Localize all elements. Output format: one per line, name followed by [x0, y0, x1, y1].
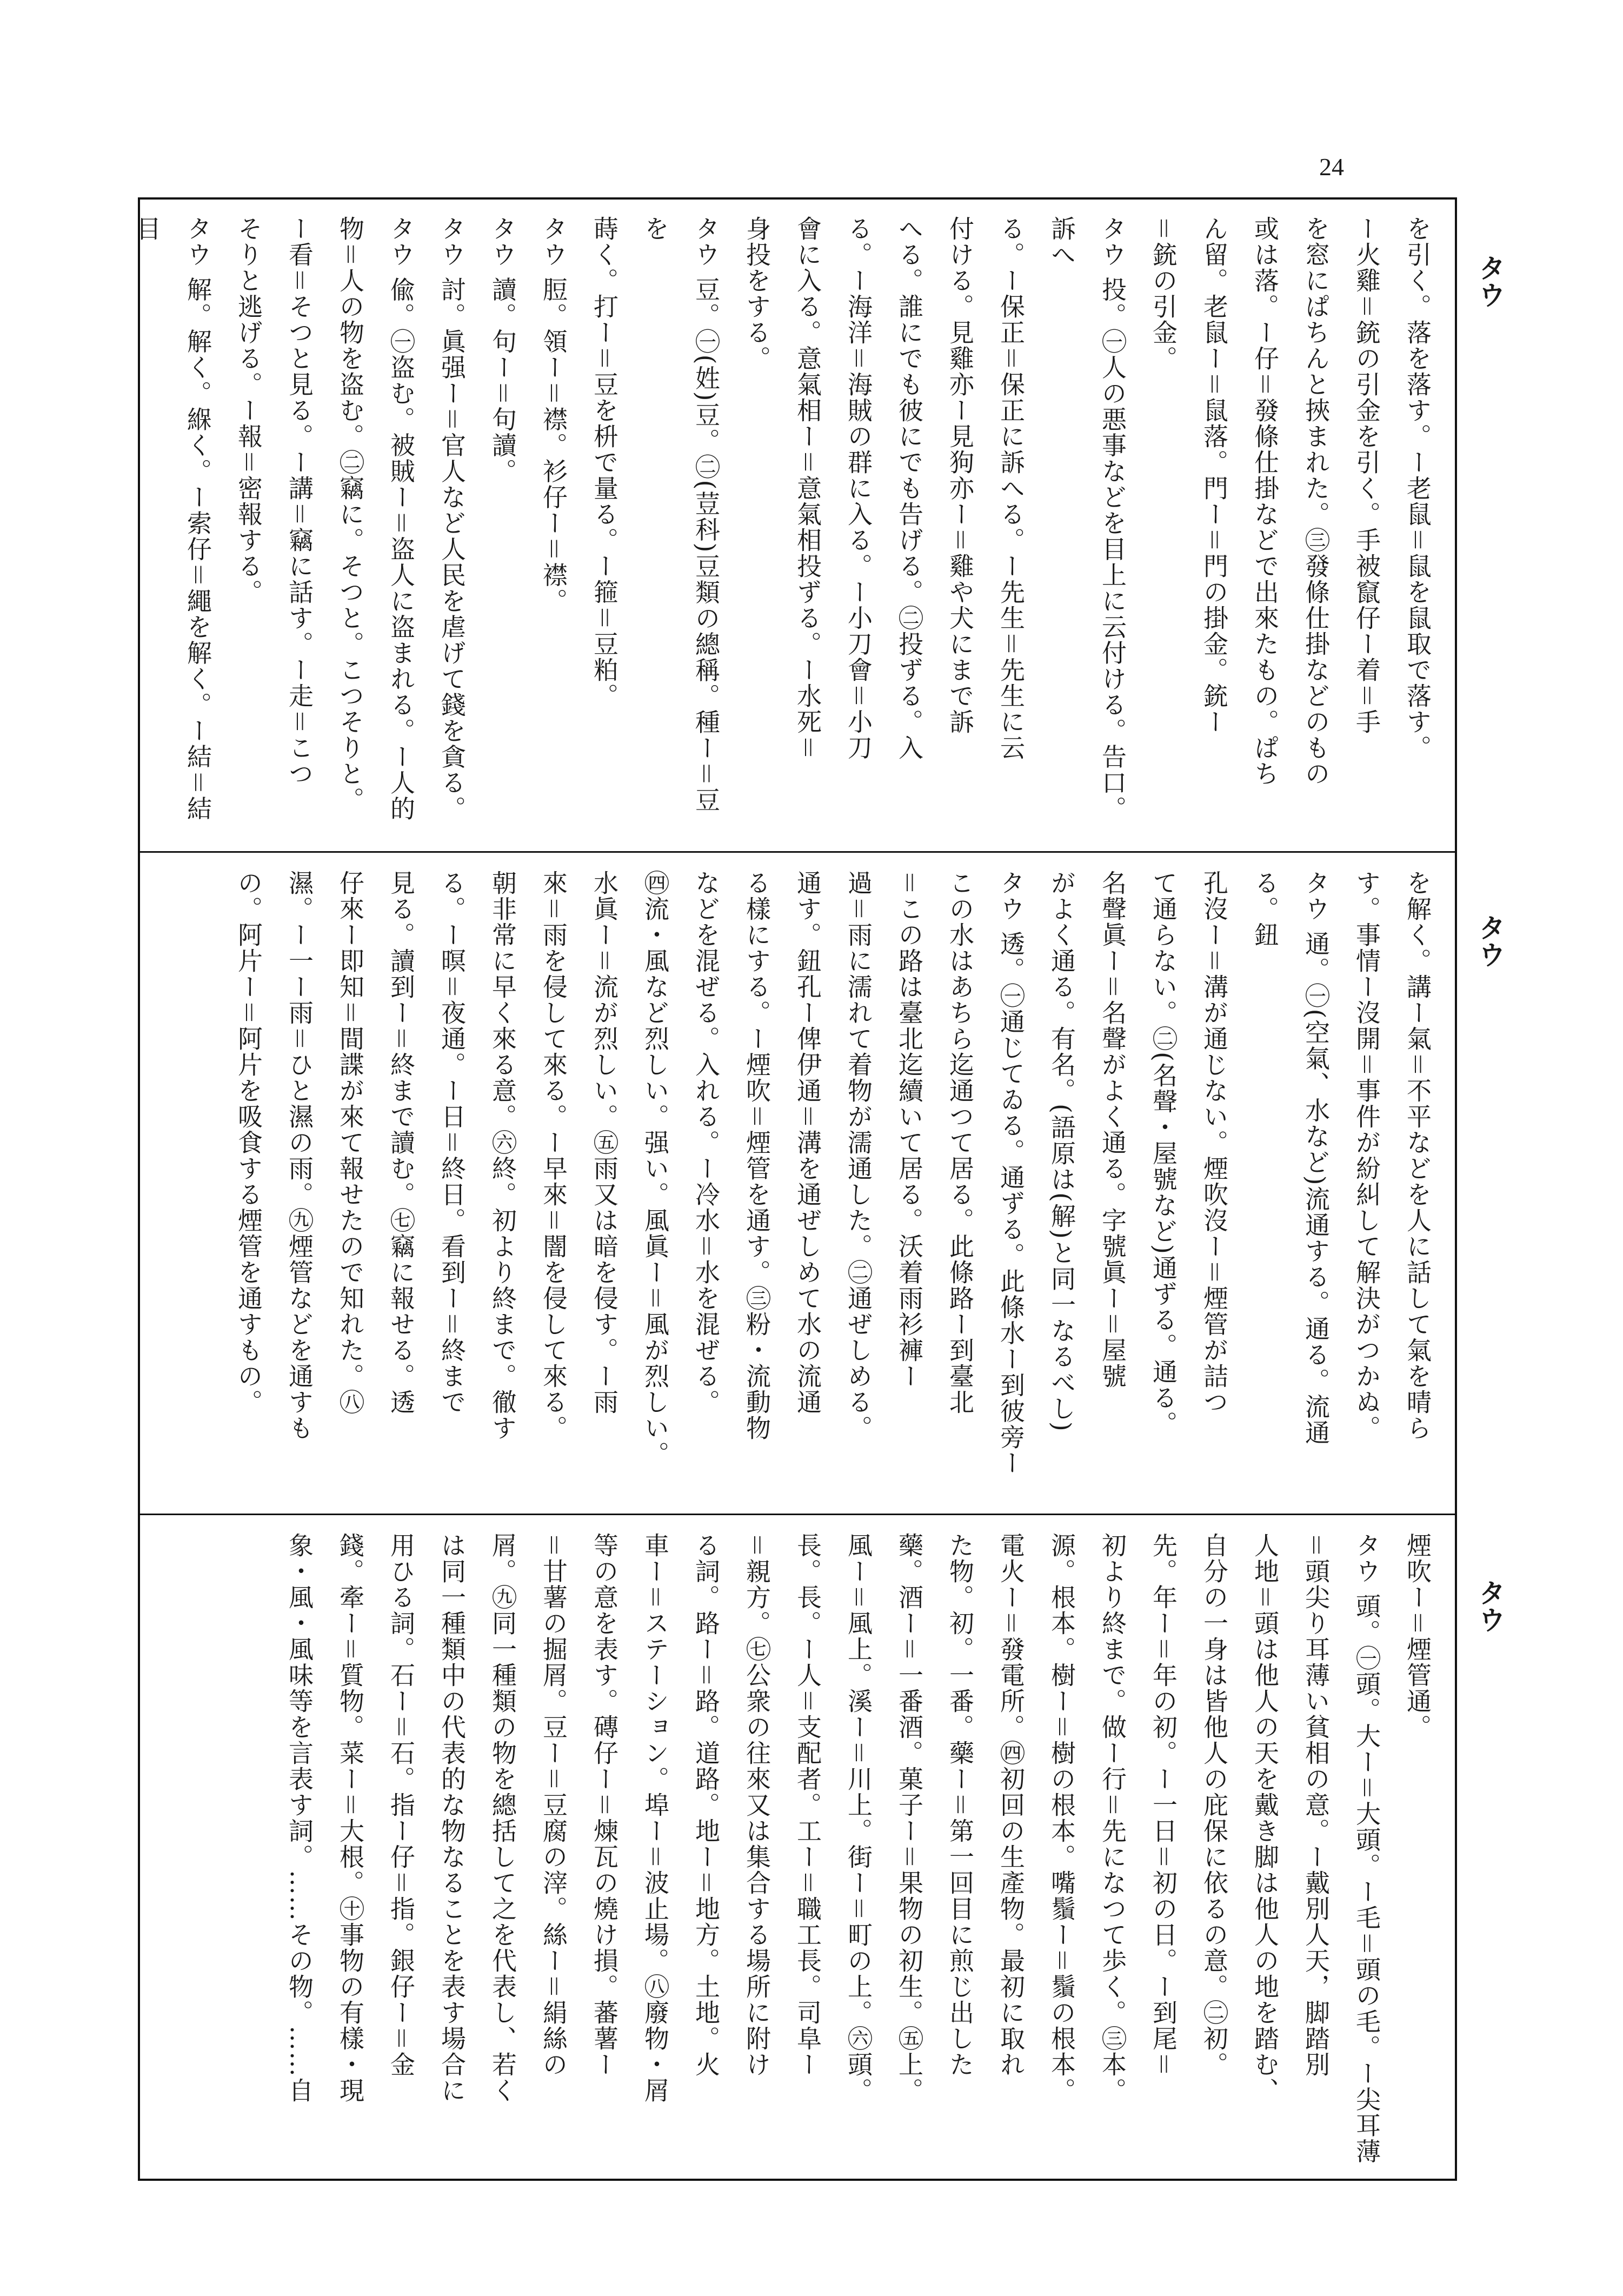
dictionary-line: 藥。酒ー＝一番酒。菓子ー＝果物の初生。㊄上。 — [895, 1532, 924, 2103]
column-group — [151, 870, 1443, 1497]
dictionary-line: 來＝雨を侵して來る。ー早來＝闇を侵して來る。 — [539, 870, 568, 1441]
page-frame — [132, 197, 1457, 2181]
dictionary-line: た物。初。一番。藥ー＝第一回目に煎じ出した — [946, 1532, 975, 2078]
dictionary-line: る詞。路ー＝路。道路。地ー＝地方。土地。火 — [691, 1532, 721, 2078]
dictionary-line: 或は落。ー仔＝發條仕掛などで出來たもの。ぱち — [1250, 216, 1280, 787]
dictionary-line: 過＝雨に濡れて着物が濡通した。㊁通ぜしめる。 — [844, 870, 873, 1441]
page-number: 24 — [1319, 153, 1344, 181]
dictionary-line: 用ひる詞。石ー＝石。指ー仔＝指。銀仔ー＝金 — [387, 1532, 416, 2078]
dictionary-line: この水はあちら迄通つて居る。此條路ー到臺北 — [946, 870, 975, 1415]
running-head-bottom: タウ — [1474, 1579, 1506, 1633]
dictionary-line: を窓にぱちんと挾まれた。㊂發條仕掛などのもの — [1301, 216, 1331, 787]
dictionary-line: タウ 脰。領ー＝襟。衫仔ー＝襟。 — [539, 216, 568, 614]
dictionary-line: タウ 透。㊀通じてゐる。通ずる。此條水ー到彼旁ー — [996, 870, 1026, 1476]
dictionary-line: 源。根本。樹ー＝樹の根本。嘴鬚ー＝鬚の根本。 — [1047, 1532, 1076, 2103]
dictionary-line: 會に入る。意氣相ー＝意氣相投ずる。ー水死＝ — [793, 216, 822, 761]
dictionary-line: 仔來ー即知＝間諜が來て報せたので知れた。㊇ — [336, 870, 365, 1415]
dictionary-line: 通す。鈕孔ー俾伊通＝溝を通ぜしめて水の流通 — [793, 870, 822, 1415]
dictionary-line: 風ー＝風上。溪ー＝川上。街ー＝町の上。㊅頭。 — [844, 1532, 873, 2103]
dictionary-line: は同一種類中の代表的な物なることを表す場合に — [437, 1532, 467, 2103]
dictionary-line: ＝銃の引金。 — [1149, 216, 1178, 371]
dictionary-line: 先。年ー＝年の初。ー一日＝初の日。ー到尾＝ — [1149, 1532, 1178, 2078]
dictionary-line: ー看＝そつと見る。ー講＝竊に話す。ー走＝こつ — [285, 216, 314, 787]
dictionary-section-bottom — [151, 1532, 1443, 2165]
dictionary-line: 電火ー＝發電所。㊃初回の生產物。最初に取れ — [996, 1532, 1026, 2078]
dictionary-line: を解く。講ー氣＝不平などを人に話して氣を晴ら — [1403, 870, 1432, 1441]
dictionary-section-middle — [151, 870, 1443, 1497]
dictionary-line: 付ける。見雞亦ー見狗亦ー＝雞や犬にまで訴 — [946, 216, 975, 735]
dictionary-line: す。事情ー沒開＝事件が紛糾して解決がつかぬ。 — [1352, 870, 1381, 1441]
dictionary-line: タウ 通。㊀(空氣、水など)流通する。通る。流通る。鈕 — [1250, 870, 1331, 1446]
dictionary-line: ＝親方。㊆公衆の往來又は集合する場所に附け — [742, 1532, 771, 2078]
dictionary-line: 自分の一身は皆他人の庇保に依るの意。㊁初。 — [1200, 1532, 1229, 2078]
dictionary-section-top — [132, 216, 1443, 838]
dictionary-line: 朝非常に早く來る意。㊅終。初より終まで。徹す — [488, 870, 517, 1441]
dictionary-line: 初より終まで。做ー行＝先になつて歩く。㊂本。 — [1098, 1532, 1127, 2103]
dictionary-line: ＝甘薯の掘屑。豆ー＝豆腐の滓。絲ー＝絹絲の — [539, 1532, 568, 2078]
dictionary-line: 水眞ー＝流が烈しい。㊄雨又は暗を侵す。ー雨 — [590, 870, 619, 1415]
column-group — [151, 1532, 1443, 2165]
dictionary-line: そりと逃げる。ー報＝密報する。 — [234, 216, 263, 605]
dictionary-line: タウ 投。㊀人の悪事などを目上に云付ける。告口。訴へ — [1047, 216, 1127, 822]
dictionary-line: 孔沒ー＝溝が通じない。煙吹沒ー＝煙管が詰つ — [1200, 870, 1229, 1415]
dictionary-line: 物＝人の物を盗む。㊁竊に。そつと。こつそりと。 — [336, 216, 365, 813]
dictionary-line: ＝頭尖り耳薄い貧相の意。ー戴別人天，脚踏別 — [1301, 1532, 1331, 2078]
dictionary-line: ㊃流・風など烈しい。强い。風眞ー＝風が烈しい。 — [641, 870, 670, 1467]
dictionary-line: 象・風・風味等を言表す詞。……その物。……自 — [285, 1532, 314, 2103]
dictionary-line: 人地＝頭は他人の天を戴き脚は他人の地を踏む、 — [1250, 1532, 1280, 2103]
dictionary-line: タウ 讀。句ー＝句讀。 — [488, 216, 517, 485]
dictionary-line: タウ 豆。㊀(姓)豆。㊁(荳科)豆類の總稱。種ー＝豆を — [641, 216, 721, 813]
dictionary-line: タウ 頭。㊀頭。大ー＝大頭。ー毛＝頭の毛。ー尖耳薄 — [1352, 1532, 1381, 2165]
running-head-top: タウ — [1474, 254, 1506, 308]
dictionary-line: 等の意を表す。磚仔ー＝煉瓦の燒け損。蕃薯ー — [590, 1532, 619, 2078]
dictionary-line: 錢。牽ー＝質物。菜ー＝大根。㊉事物の有樣・現 — [336, 1532, 365, 2103]
column-group — [132, 216, 1443, 838]
dictionary-line: などを混ぜる。入れる。ー冷水＝水を混ぜる。 — [691, 870, 721, 1415]
dictionary-line: る樣にする。ー煙吹＝煙管を通す。㊂粉・流動物 — [742, 870, 771, 1441]
dictionary-line: 見る。讀到ー＝終まで讀む。㊆竊に報せる。透 — [387, 870, 416, 1415]
dictionary-line: タウ 偸。㊀盗む。被賊ー＝盗人に盗まれる。ー人的 — [387, 216, 416, 822]
dictionary-line: 車ー＝ステーション。埠ー＝波止場。㊇廢物・屑 — [641, 1532, 670, 2103]
dictionary-line: タウ 討。眞强ー＝官人など人民を虐げて錢を貪る。 — [437, 216, 467, 822]
dictionary-line: る。ー海洋＝海賊の群に入る。ー小刀會＝小刀 — [844, 216, 873, 761]
dictionary-line: て通らない。㊁(名聲・屋號など)通ずる。通る。 — [1149, 870, 1178, 1437]
dictionary-line: 身投をする。 — [742, 216, 771, 371]
running-head-middle: タウ — [1474, 914, 1506, 968]
section-divider — [140, 851, 1455, 853]
dictionary-line: がよく通る。有名。(語原は(解)と同一なるべし) — [1047, 870, 1076, 1432]
dictionary-line: へる。誰にでも彼にでも告げる。㊁投ずる。入 — [895, 216, 924, 761]
dictionary-line: る。ー暝＝夜通。ー日＝終日。看到ー＝終まで — [437, 870, 467, 1415]
dictionary-line: タウ 解。解く。緥く。ー索仔＝繩を解く。ー結＝結目 — [132, 216, 212, 822]
dictionary-line: 蒔く。打ー＝豆を枡で量る。ー箍＝豆粕。 — [590, 216, 619, 709]
section-divider — [140, 1514, 1455, 1515]
dictionary-line: る。ー保正＝保正に訴へる。ー先生＝先生に云 — [996, 216, 1026, 761]
dictionary-line: 名聲眞ー＝名聲がよく通る。字號眞ー＝屋號 — [1098, 870, 1127, 1389]
dictionary-line: ん留。老鼠ー＝鼠落。門ー＝門の掛金。銃ー — [1200, 216, 1229, 735]
dictionary-line: を引く。落を落す。ー老鼠＝鼠を鼠取で落す。 — [1403, 216, 1432, 761]
dictionary-line: の。阿片ー＝阿片を吸食する煙管を通すもの。 — [234, 870, 263, 1415]
dictionary-line: 煙吹ー＝煙管通。 — [1403, 1532, 1432, 1740]
dictionary-line: ー火雞＝銃の引金を引く。手被竄仔ー着＝手 — [1352, 216, 1381, 735]
dictionary-line: 屑。㊈同一種類の物を總括して之を代表し、若く — [488, 1532, 517, 2103]
dictionary-line: 濕。ー一ー雨＝ひと濕の雨。㊈煙管などを通すも — [285, 870, 314, 1441]
dictionary-line: 長。長。ー人＝支配者。工ー＝職工長。司阜ー — [793, 1532, 822, 2078]
dictionary-line: ＝この路は臺北迄續いて居る。沃着雨衫褲ー — [895, 870, 924, 1389]
